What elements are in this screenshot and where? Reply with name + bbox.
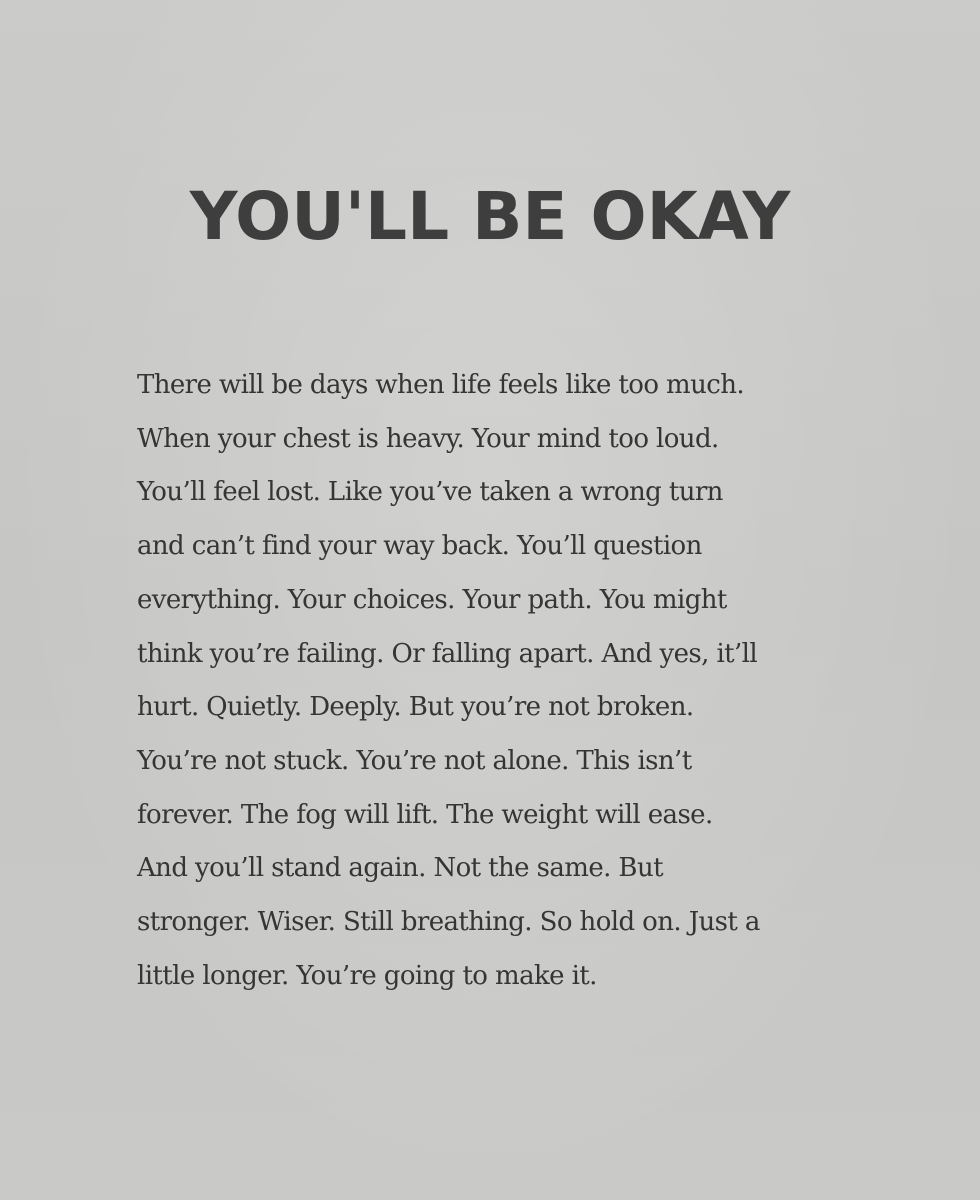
quote-line: everything. Your choices. Your path. You might — [137, 584, 727, 615]
quote-line: And you’ll stand again. Not the same. But — [137, 853, 663, 884]
quote-line: forever. The fog will lift. The weight will ease. — [137, 799, 713, 830]
quote-line: There will be days when life feels like too much. — [137, 370, 745, 400]
quote-line: hurt. Quietly. Deeply. But you’re not broken. — [137, 692, 694, 723]
quote-line: When your chest is heavy. Your mind too loud. — [137, 423, 719, 454]
quote-line: think you’re failing. Or falling apart. And yes, it’ll — [137, 638, 758, 669]
quote-line: You’re not stuck. You’re not alone. This isn’t — [137, 745, 692, 776]
quote-line: and can’t find your way back. You’ll question — [137, 531, 702, 562]
quote-line: stronger. Wiser. Still breathing. So hold on. Just a — [137, 907, 760, 938]
quote-line: You’ll feel lost. Like you’ve taken a wrong turn — [137, 477, 723, 508]
page-title: YOU'LL BE OKAY — [189, 178, 791, 255]
quote-body — [137, 359, 897, 1003]
quote-line: little longer. You’re going to make it. — [137, 960, 597, 991]
